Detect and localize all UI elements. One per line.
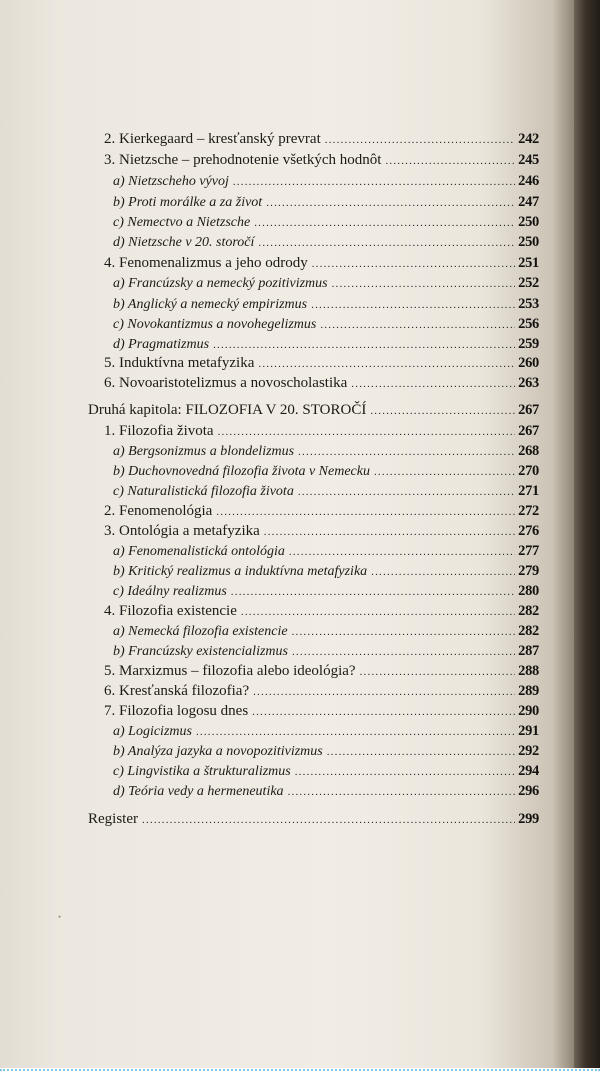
- toc-leader-dots: [266, 194, 515, 213]
- toc-entry-page: 245: [518, 152, 539, 168]
- toc-entry: [104, 151, 539, 170]
- toc-leader-dots: [288, 783, 516, 802]
- toc-entry: [113, 722, 539, 741]
- toc-leader-dots: [374, 463, 515, 482]
- toc-entry-page: 242: [518, 131, 539, 147]
- toc-entry-page: 250: [518, 214, 539, 230]
- toc-entry: [113, 582, 539, 601]
- toc-entry-page: 256: [518, 316, 539, 332]
- toc-entry-page: 277: [518, 543, 539, 559]
- toc-entry-title: Register: [88, 811, 138, 827]
- toc-entry-title: 4. Filozofia existencie: [104, 603, 237, 619]
- toc-entry-page: 259: [518, 336, 539, 352]
- toc-leader-dots: [258, 355, 515, 374]
- toc-entry: [113, 642, 539, 661]
- toc-entry-title: b) Anglický a nemecký empirizmus: [113, 297, 308, 312]
- toc-entry-title: b) Duchovnovedná filozofia života v Nemecku: [113, 464, 370, 479]
- toc-entry: [104, 662, 539, 681]
- toc-entry-page: 299: [518, 811, 539, 827]
- toc-leader-dots: [258, 234, 515, 253]
- toc-entry-title: b) Francúzsky existencializmus: [113, 644, 288, 659]
- toc-leader-dots: [292, 643, 515, 662]
- toc-entry-title: 1. Filozofia života: [104, 423, 214, 439]
- page-bottom-border: [0, 1069, 600, 1071]
- toc-leader-dots: [231, 583, 515, 602]
- toc-leader-dots: [292, 623, 516, 642]
- toc-entry: [104, 682, 539, 701]
- toc-entry-title: b) Kritický realizmus a induktívna metafyzika: [113, 564, 368, 579]
- toc-entry-title: 2. Kierkegaard – kresťanský prevrat: [104, 131, 321, 147]
- toc-leader-dots: [298, 483, 515, 502]
- toc-entry: [104, 254, 539, 273]
- toc-entry: [113, 213, 539, 232]
- toc-entry-page: 288: [518, 663, 539, 679]
- toc-entry-title: 3. Nietzsche – prehodnotenie všetkých hodnôt: [104, 152, 382, 168]
- toc-leader-dots: [295, 763, 515, 782]
- toc-leader-dots: [216, 503, 515, 522]
- toc-entry-page: 267: [518, 423, 539, 439]
- toc-entry-title: c) Lingvistika a štrukturalizmus: [113, 764, 291, 779]
- toc-entry: [104, 522, 539, 541]
- toc-entry: [104, 130, 539, 149]
- toc-entry: [104, 702, 539, 721]
- toc-entry-title: 6. Novoaristotelizmus a novoscholastika: [104, 375, 348, 391]
- toc-entry-title: a) Bergsonizmus a blondelizmus: [113, 444, 295, 459]
- toc-entry-title: a) Logicizmus: [113, 724, 192, 739]
- toc-leader-dots: [370, 402, 515, 421]
- toc-entry-title: c) Novokantizmus a novohegelizmus: [113, 317, 317, 332]
- toc-entry-page: 282: [518, 623, 539, 639]
- toc-entry: [113, 193, 539, 212]
- toc-entry: [113, 542, 539, 561]
- toc-leader-dots: [253, 683, 515, 702]
- toc-leader-dots: [218, 423, 516, 442]
- toc-leader-dots: [385, 152, 515, 171]
- toc-entry: [104, 422, 539, 441]
- toc-leader-dots: [327, 743, 515, 762]
- toc-entry-page: 282: [518, 603, 539, 619]
- toc-entry-title: c) Nemectvo a Nietzsche: [113, 215, 251, 230]
- toc-entry-page: 251: [518, 255, 539, 271]
- toc-leader-dots: [351, 375, 515, 394]
- toc-leader-dots: [325, 131, 515, 150]
- toc-leader-dots: [298, 443, 515, 462]
- toc-entry-title: a) Francúzsky a nemecký pozitivizmus: [113, 276, 328, 291]
- toc-entry: [113, 622, 539, 641]
- toc-entry: [113, 274, 539, 293]
- toc-entry: [113, 562, 539, 581]
- toc-entry: [113, 742, 539, 761]
- toc-entry-title: 2. Fenomenológia: [104, 503, 213, 519]
- toc-entry-page: 279: [518, 563, 539, 579]
- toc-entry-title: a) Nemecká filozofia existencie: [113, 624, 288, 639]
- toc-entry-title: Druhá kapitola: FILOZOFIA V 20. STOROČÍ: [88, 402, 367, 418]
- toc-entry: [113, 295, 539, 314]
- toc-entry-page: 289: [518, 683, 539, 699]
- toc-entry-page: 253: [518, 296, 539, 312]
- toc-entry-page: 270: [518, 463, 539, 479]
- toc-entry-page: 276: [518, 523, 539, 539]
- toc-entry-page: 280: [518, 583, 539, 599]
- toc-leader-dots: [371, 563, 515, 582]
- toc-entry-title: b) Proti morálke a za život: [113, 195, 263, 210]
- toc-entry-page: 291: [518, 723, 539, 739]
- toc-entry: [113, 462, 539, 481]
- toc-entry: [104, 502, 539, 521]
- toc-register-entry: [88, 810, 539, 829]
- toc-entry-title: 5. Induktívna metafyzika: [104, 355, 255, 371]
- toc-entry-page: 287: [518, 643, 539, 659]
- toc-entry-page: 272: [518, 503, 539, 519]
- toc-leader-dots: [213, 336, 515, 355]
- toc-entry-page: 260: [518, 355, 539, 371]
- toc-entry-page: 252: [518, 275, 539, 291]
- page-speck: •: [58, 912, 62, 922]
- toc-entry: [113, 335, 539, 354]
- toc-entry-page: 290: [518, 703, 539, 719]
- toc-entry-page: 246: [518, 173, 539, 189]
- toc-entry-title: b) Analýza jazyka a novopozitivizmus: [113, 744, 323, 759]
- toc-leader-dots: [332, 275, 516, 294]
- toc-entry: [113, 315, 539, 334]
- toc-entry-page: 247: [518, 194, 539, 210]
- toc-entry: [113, 233, 539, 252]
- toc-entry-title: d) Nietzsche v 20. storočí: [113, 235, 255, 250]
- toc-leader-dots: [241, 603, 515, 622]
- toc-entry-title: c) Ideálny realizmus: [113, 584, 227, 599]
- toc-entry-page: 292: [518, 743, 539, 759]
- toc-leader-dots: [289, 543, 515, 562]
- toc-leader-dots: [360, 663, 516, 682]
- toc-entry: [113, 442, 539, 461]
- toc-entry-page: 294: [518, 763, 539, 779]
- book-spine-shadow: [574, 0, 600, 1068]
- toc-leader-dots: [142, 811, 515, 830]
- toc-entry: [104, 354, 539, 373]
- toc-entry: [113, 762, 539, 781]
- toc-entry-title: d) Teória vedy a hermeneutika: [113, 784, 284, 799]
- toc-leader-dots: [196, 723, 515, 742]
- toc-entry-title: d) Pragmatizmus: [113, 337, 210, 352]
- toc-entry: [104, 374, 539, 393]
- toc-leader-dots: [311, 296, 515, 315]
- toc-entry: [113, 172, 539, 191]
- toc-entry-title: 5. Marxizmus – filozofia alebo ideológia?: [104, 663, 356, 679]
- toc-entry: [113, 482, 539, 501]
- toc-leader-dots: [264, 523, 515, 542]
- toc-entry: [113, 782, 539, 801]
- toc-entry-title: 3. Ontológia a metafyzika: [104, 523, 260, 539]
- toc-entry-title: 4. Fenomenalizmus a jeho odrody: [104, 255, 308, 271]
- toc-entry: [104, 602, 539, 621]
- toc-chapter-heading: [88, 401, 539, 420]
- toc-leader-dots: [254, 214, 515, 233]
- toc-entry-title: c) Naturalistická filozofia života: [113, 484, 294, 499]
- toc-entry-page: 268: [518, 443, 539, 459]
- toc-leader-dots: [320, 316, 515, 335]
- toc-entry-title: a) Nietzscheho vývoj: [113, 174, 229, 189]
- toc-leader-dots: [312, 255, 515, 274]
- toc-entry-title: 7. Filozofia logosu dnes: [104, 703, 249, 719]
- toc-entry-title: 6. Kresťanská filozofia?: [104, 683, 250, 699]
- toc-entry-page: 271: [518, 483, 539, 499]
- toc-entry-title: a) Fenomenalistická ontológia: [113, 544, 285, 559]
- toc-leader-dots: [252, 703, 515, 722]
- toc-leader-dots: [233, 173, 515, 192]
- toc-entry-page: 267: [518, 402, 539, 418]
- toc-entry-page: 263: [518, 375, 539, 391]
- toc-entry-page: 296: [518, 783, 539, 799]
- toc-entry-page: 250: [518, 234, 539, 250]
